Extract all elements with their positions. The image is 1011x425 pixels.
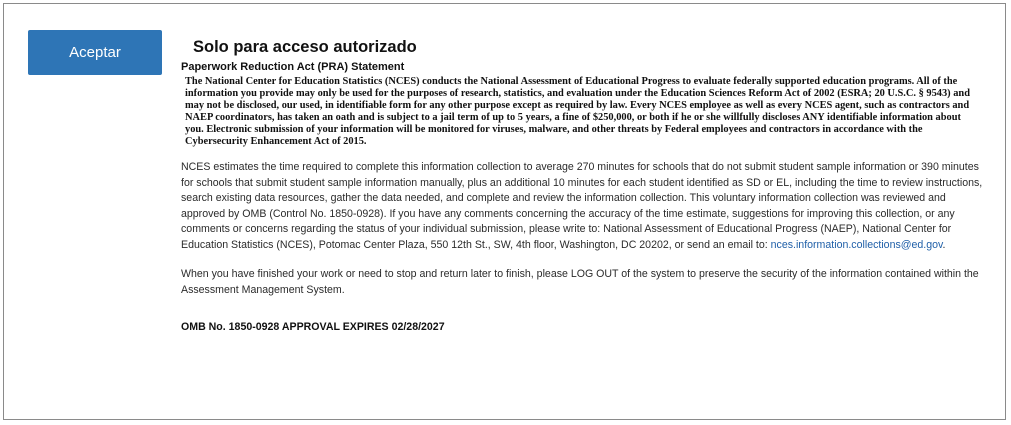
legal-paragraph: The National Center for Education Statistics (NCES) conducts the National Assessment of Educational Progress to evaluate federally supported education programs. All of the information you provide may only be used for the purposes of research, statistics, and evaluation under the Education Sciences Reform Act of 2002 (ESRA; 20 U.S.C. § 9543) and may not be disclosed, our used, in identifiable form for any other purpose except as required by law. Every NCES employee as well as every NCES agent, such as contractors and NAEP coordinators, has taken an oath and is subject to a jail term of up to 5 years, a fine of $250,000, or both if he or she willfully discloses ANY identifiable information about you. Electronic submission of your information will be monitored for viruses, malware, and other threats by Federal employees and contractors in accordance with the Cybersecurity Enhancement Act of 2015. [185, 76, 970, 147]
notice-panel [3, 3, 1006, 420]
burden-suffix: . [942, 238, 946, 251]
accept-button[interactable]: Aceptar [28, 30, 162, 75]
burden-text: NCES estimates the time required to complete this information collection to average 270 minutes for schools that do not submit student sample information or 390 minutes for schools that submit student sample information manually, plus an additional 10 minutes for each student identified as SD or EL, including the time to review instructions, search existing data resources, gather the data needed, and complete and review the information collection. This voluntary information collection was reviewed and approved by OMB (Control No. 1850-0928). If you have any comments concerning the accuracy of the time estimate, suggestions for improving this collection, or any comments or concerns regarding the status of your individual submission, please write to: National Assessment of Educational Progress (NAEP), National Center for Education Statistics (NCES), Potomac Center Plaza, 550 12th St., SW, 4th floor, Washington, DC 20202, or send an email to: [181, 161, 983, 251]
logout-paragraph: When you have finished your work or need to stop and return later to finish, please LOG OUT of the system to preserve the security of the information contained within the Assessment Management System. [181, 268, 979, 296]
pra-statement-heading: Paperwork Reduction Act (PRA) Statement [181, 61, 405, 73]
omb-approval-line: OMB No. 1850-0928 APPROVAL EXPIRES 02/28/2027 [181, 321, 445, 333]
notice-content [178, 37, 983, 334]
email-link[interactable]: nces.information.collections@ed.gov [770, 238, 943, 251]
burden-paragraph [181, 160, 986, 253]
notice-title: Solo para acceso autorizado [193, 38, 417, 56]
